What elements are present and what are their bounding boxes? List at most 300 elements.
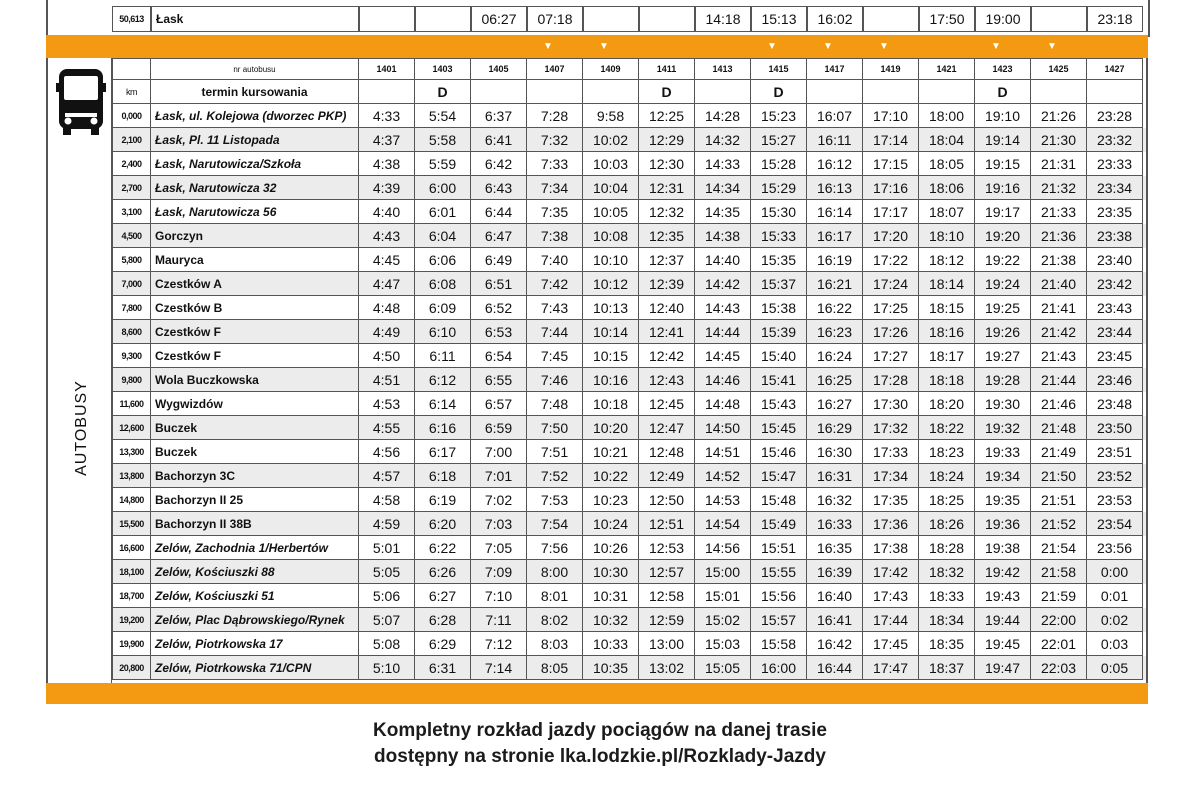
departure-time: 14:53 [695, 488, 751, 512]
departure-time: 4:56 [359, 440, 415, 464]
departure-time: 6:52 [471, 296, 527, 320]
departure-time: 15:56 [751, 584, 807, 608]
stop-km: 9,800 [112, 368, 151, 392]
departure-time: 15:23 [751, 104, 807, 128]
departure-time: 10:26 [583, 536, 639, 560]
departure-time: 22:00 [1031, 608, 1087, 632]
departure-time: 7:10 [471, 584, 527, 608]
departure-time: 19:22 [975, 248, 1031, 272]
departure-time: 6:10 [415, 320, 471, 344]
departure-time: 17:47 [863, 656, 919, 680]
departure-time: 14:45 [695, 344, 751, 368]
service-term: D [751, 80, 807, 104]
departure-time: 19:35 [975, 488, 1031, 512]
departure-time: 14:43 [695, 296, 751, 320]
departure-time: 19:27 [975, 344, 1031, 368]
departure-time: 6:59 [471, 416, 527, 440]
stop-km: 2,700 [112, 176, 151, 200]
departure-time: 21:32 [1031, 176, 1087, 200]
departure-time: 5:07 [359, 608, 415, 632]
stop-name: Łask, Narutowicza 32 [151, 176, 359, 200]
departure-time: 16:13 [807, 176, 863, 200]
stop-name: Zelów, Kościuszki 88 [151, 560, 359, 584]
departure-time: 16:32 [807, 488, 863, 512]
departure-time: 19:43 [975, 584, 1031, 608]
departure-time: 16:25 [807, 368, 863, 392]
departure-time: 6:00 [415, 176, 471, 200]
departure-time: 6:29 [415, 632, 471, 656]
departure-time: 5:54 [415, 104, 471, 128]
departure-time: 7:14 [471, 656, 527, 680]
departure-time: 14:32 [695, 128, 751, 152]
stop-km: 14,800 [112, 488, 151, 512]
departure-time: 23:45 [1087, 344, 1143, 368]
departure-time: 15:47 [751, 464, 807, 488]
departure-time: 7:46 [527, 368, 583, 392]
departure-time: 18:15 [919, 296, 975, 320]
departure-time: 17:38 [863, 536, 919, 560]
stop-km: 20,800 [112, 656, 151, 680]
departure-time: 16:12 [807, 152, 863, 176]
stop-name: Łask, Narutowicza/Szkoła [151, 152, 359, 176]
departure-time: 6:51 [471, 272, 527, 296]
departure-time: 10:10 [583, 248, 639, 272]
table-row [112, 128, 1146, 152]
departure-time: 17:43 [863, 584, 919, 608]
departure-time: 12:48 [639, 440, 695, 464]
departure-time: 21:58 [1031, 560, 1087, 584]
departure-time: 16:24 [807, 344, 863, 368]
stop-km: 19,200 [112, 608, 151, 632]
bus-number: 1405 [471, 58, 527, 80]
stop-name: Bachorzyn II 25 [151, 488, 359, 512]
departure-time: 12:25 [639, 104, 695, 128]
rail-time-cell [359, 6, 415, 32]
departure-time: 10:31 [583, 584, 639, 608]
orange-divider-top [46, 35, 1169, 58]
departure-time: 6:11 [415, 344, 471, 368]
bus-number: 1403 [415, 58, 471, 80]
departure-time: 17:27 [863, 344, 919, 368]
departure-time: 21:51 [1031, 488, 1087, 512]
table-row [112, 536, 1146, 560]
departure-time: 6:08 [415, 272, 471, 296]
departure-time: 15:46 [751, 440, 807, 464]
departure-time: 21:48 [1031, 416, 1087, 440]
departure-time: 15:49 [751, 512, 807, 536]
departure-time: 6:18 [415, 464, 471, 488]
stop-km: 15,500 [112, 512, 151, 536]
rail-time-cell: 23:18 [1087, 6, 1143, 32]
departure-time: 21:38 [1031, 248, 1087, 272]
departure-time: 18:06 [919, 176, 975, 200]
departure-time: 7:38 [527, 224, 583, 248]
service-term: D [415, 80, 471, 104]
right-frame-rule [1146, 58, 1148, 683]
departure-time: 15:38 [751, 296, 807, 320]
departure-time: 5:10 [359, 656, 415, 680]
footer-note [0, 718, 1200, 770]
departure-time: 10:23 [583, 488, 639, 512]
rail-km: 50,613 [112, 6, 151, 32]
departure-time: 4:48 [359, 296, 415, 320]
departure-time: 14:42 [695, 272, 751, 296]
table-row [112, 224, 1146, 248]
departure-time: 7:54 [527, 512, 583, 536]
departure-time: 12:31 [639, 176, 695, 200]
departure-time: 12:37 [639, 248, 695, 272]
bus-number: 1421 [919, 58, 975, 80]
departure-time: 0:01 [1087, 584, 1143, 608]
departure-time: 18:34 [919, 608, 975, 632]
stop-name: Łask, ul. Kolejowa (dworzec PKP) [151, 104, 359, 128]
stop-name: Buczek [151, 440, 359, 464]
departure-time: 7:53 [527, 488, 583, 512]
stop-km: 7,000 [112, 272, 151, 296]
departure-time: 17:36 [863, 512, 919, 536]
down-arrow-icon: ▼ [599, 41, 609, 52]
departure-time: 12:47 [639, 416, 695, 440]
footer-line-2: dostępny na stronie lka.lodzkie.pl/Rozklady-Jazdy [374, 746, 826, 767]
departure-time: 15:28 [751, 152, 807, 176]
departure-time: 19:20 [975, 224, 1031, 248]
stop-km: 0,000 [112, 104, 151, 128]
departure-time: 4:57 [359, 464, 415, 488]
stop-name: Zelów, Zachodnia 1/Herbertów [151, 536, 359, 560]
departure-time: 12:40 [639, 296, 695, 320]
departure-time: 4:43 [359, 224, 415, 248]
busno-label: nr autobusu [151, 58, 359, 80]
departure-time: 18:20 [919, 392, 975, 416]
departure-time: 6:26 [415, 560, 471, 584]
departure-time: 6:01 [415, 200, 471, 224]
stop-name: Czestków F [151, 344, 359, 368]
rail-time-cell [639, 6, 695, 32]
table-row [112, 464, 1146, 488]
stop-km: 13,800 [112, 464, 151, 488]
departure-time: 10:33 [583, 632, 639, 656]
footer-line-1: Kompletny rozkład jazdy pociągów na danej trasie [373, 720, 827, 741]
service-term [583, 80, 639, 104]
departure-time: 7:09 [471, 560, 527, 584]
stop-km: 2,400 [112, 152, 151, 176]
departure-time: 17:44 [863, 608, 919, 632]
bus-number: 1417 [807, 58, 863, 80]
departure-time: 13:02 [639, 656, 695, 680]
departure-time: 6:20 [415, 512, 471, 536]
departure-time: 23:54 [1087, 512, 1143, 536]
departure-time: 16:39 [807, 560, 863, 584]
stop-km: 12,600 [112, 416, 151, 440]
departure-time: 23:44 [1087, 320, 1143, 344]
departure-time: 15:29 [751, 176, 807, 200]
table-row [112, 440, 1146, 464]
departure-time: 15:57 [751, 608, 807, 632]
rail-time-cell [863, 6, 919, 32]
stop-name: Mauryca [151, 248, 359, 272]
departure-time: 19:26 [975, 320, 1031, 344]
table-row [112, 248, 1146, 272]
service-term [695, 80, 751, 104]
departure-time: 19:32 [975, 416, 1031, 440]
stop-name: Łask, Narutowicza 56 [151, 200, 359, 224]
departure-time: 6:41 [471, 128, 527, 152]
departure-time: 8:05 [527, 656, 583, 680]
departure-time: 16:40 [807, 584, 863, 608]
stop-km: 9,300 [112, 344, 151, 368]
rail-time-cell: 16:02 [807, 6, 863, 32]
departure-time: 17:30 [863, 392, 919, 416]
departure-time: 23:50 [1087, 416, 1143, 440]
departure-time: 12:45 [639, 392, 695, 416]
km-label: km [112, 80, 151, 104]
departure-time: 8:02 [527, 608, 583, 632]
departure-time: 17:35 [863, 488, 919, 512]
departure-time: 6:37 [471, 104, 527, 128]
departure-time: 16:11 [807, 128, 863, 152]
departure-time: 4:37 [359, 128, 415, 152]
departure-time: 15:02 [695, 608, 751, 632]
departure-time: 18:17 [919, 344, 975, 368]
bus-number: 1409 [583, 58, 639, 80]
bus-number: 1401 [359, 58, 415, 80]
departure-time: 10:24 [583, 512, 639, 536]
departure-time: 17:45 [863, 632, 919, 656]
stop-km: 13,300 [112, 440, 151, 464]
departure-time: 6:31 [415, 656, 471, 680]
rail-time-cell [1031, 6, 1087, 32]
departure-time: 6:27 [415, 584, 471, 608]
departure-time: 14:38 [695, 224, 751, 248]
departure-time: 6:47 [471, 224, 527, 248]
departure-time: 14:48 [695, 392, 751, 416]
departure-time: 7:34 [527, 176, 583, 200]
departure-time: 15:35 [751, 248, 807, 272]
service-term [527, 80, 583, 104]
departure-time: 16:31 [807, 464, 863, 488]
bus-number-header-row [112, 58, 1146, 80]
stop-km: 18,100 [112, 560, 151, 584]
stop-name: Bachorzyn 3C [151, 464, 359, 488]
departure-time: 16:14 [807, 200, 863, 224]
departure-time: 23:46 [1087, 368, 1143, 392]
departure-time: 12:51 [639, 512, 695, 536]
departure-time: 18:10 [919, 224, 975, 248]
departure-time: 13:00 [639, 632, 695, 656]
departure-time: 7:44 [527, 320, 583, 344]
service-term [807, 80, 863, 104]
departure-time: 7:35 [527, 200, 583, 224]
departure-time: 9:58 [583, 104, 639, 128]
departure-time: 23:33 [1087, 152, 1143, 176]
departure-time: 8:00 [527, 560, 583, 584]
departure-time: 4:59 [359, 512, 415, 536]
departure-time: 10:15 [583, 344, 639, 368]
departure-time: 23:35 [1087, 200, 1143, 224]
departure-time: 18:22 [919, 416, 975, 440]
rail-time-cell [415, 6, 471, 32]
down-arrow-icon: ▼ [1159, 41, 1169, 52]
departure-time: 14:35 [695, 200, 751, 224]
stop-name: Buczek [151, 416, 359, 440]
table-row [112, 416, 1146, 440]
departure-time: 16:23 [807, 320, 863, 344]
departure-time: 17:22 [863, 248, 919, 272]
departure-time: 6:53 [471, 320, 527, 344]
departure-time: 14:33 [695, 152, 751, 176]
stop-km: 2,100 [112, 128, 151, 152]
bus-section-label: AUTOBUSY [73, 380, 90, 476]
departure-time: 18:37 [919, 656, 975, 680]
departure-time: 18:12 [919, 248, 975, 272]
departure-time: 4:53 [359, 392, 415, 416]
departure-time: 5:01 [359, 536, 415, 560]
departure-time: 7:12 [471, 632, 527, 656]
departure-time: 17:17 [863, 200, 919, 224]
departure-time: 6:49 [471, 248, 527, 272]
departure-time: 17:34 [863, 464, 919, 488]
departure-time: 19:17 [975, 200, 1031, 224]
departure-time: 10:14 [583, 320, 639, 344]
departure-time: 23:38 [1087, 224, 1143, 248]
departure-time: 7:43 [527, 296, 583, 320]
departure-time: 4:39 [359, 176, 415, 200]
departure-time: 21:33 [1031, 200, 1087, 224]
down-arrow-icon: ▼ [991, 41, 1001, 52]
bus-timetable-table [112, 58, 1146, 680]
stop-km: 5,800 [112, 248, 151, 272]
bus-side-panel [46, 58, 112, 683]
departure-time: 4:47 [359, 272, 415, 296]
departure-time: 15:01 [695, 584, 751, 608]
down-arrow-icon [408, 35, 464, 58]
departure-time: 4:38 [359, 152, 415, 176]
departure-time: 10:04 [583, 176, 639, 200]
stop-km: 16,600 [112, 536, 151, 560]
table-row [112, 152, 1146, 176]
service-term [359, 80, 415, 104]
down-arrow-icon [1080, 35, 1136, 58]
departure-time: 10:20 [583, 416, 639, 440]
departure-time: 12:49 [639, 464, 695, 488]
departure-time: 12:32 [639, 200, 695, 224]
departure-time: 7:48 [527, 392, 583, 416]
departure-time: 7:01 [471, 464, 527, 488]
departure-time: 23:53 [1087, 488, 1143, 512]
departure-time: 10:02 [583, 128, 639, 152]
departure-time: 19:47 [975, 656, 1031, 680]
departure-time: 21:41 [1031, 296, 1087, 320]
departure-time: 23:28 [1087, 104, 1143, 128]
rail-time-cell [583, 6, 639, 32]
departure-time: 21:43 [1031, 344, 1087, 368]
departure-time: 14:44 [695, 320, 751, 344]
stop-name: Łask, Pl. 11 Listopada [151, 128, 359, 152]
departure-time: 15:55 [751, 560, 807, 584]
departure-time: 21:46 [1031, 392, 1087, 416]
down-arrow-icon: ▼ [1047, 41, 1057, 52]
departure-time: 14:46 [695, 368, 751, 392]
departure-time: 21:40 [1031, 272, 1087, 296]
departure-time: 16:33 [807, 512, 863, 536]
stop-name: Czestków A [151, 272, 359, 296]
rail-time-cell: 14:18 [695, 6, 751, 32]
departure-time: 18:16 [919, 320, 975, 344]
departure-time: 4:51 [359, 368, 415, 392]
rail-time-cell: 17:50 [919, 6, 975, 32]
departure-time: 7:56 [527, 536, 583, 560]
departure-time: 14:50 [695, 416, 751, 440]
rail-stop: Łask [151, 6, 359, 32]
departure-time: 10:13 [583, 296, 639, 320]
departure-time: 14:34 [695, 176, 751, 200]
bus-number: 1407 [527, 58, 583, 80]
table-row [112, 320, 1146, 344]
departure-time: 18:25 [919, 488, 975, 512]
stop-name: Zelów, Plac Dąbrowskiego/Rynek [151, 608, 359, 632]
departure-time: 21:42 [1031, 320, 1087, 344]
departure-time: 12:53 [639, 536, 695, 560]
departure-time: 5:58 [415, 128, 471, 152]
stop-name: Zelów, Kościuszki 51 [151, 584, 359, 608]
departure-time: 6:19 [415, 488, 471, 512]
stop-km: 4,500 [112, 224, 151, 248]
departure-time: 15:03 [695, 632, 751, 656]
departure-time: 14:54 [695, 512, 751, 536]
departure-time: 4:49 [359, 320, 415, 344]
departure-time: 19:15 [975, 152, 1031, 176]
departure-time: 10:32 [583, 608, 639, 632]
table-row [112, 296, 1146, 320]
table-row [112, 176, 1146, 200]
departure-time: 5:05 [359, 560, 415, 584]
table-row [112, 584, 1146, 608]
departure-time: 14:51 [695, 440, 751, 464]
departure-time: 23:42 [1087, 272, 1143, 296]
departure-time: 19:10 [975, 104, 1031, 128]
down-arrow-icon: ▼ [823, 41, 833, 52]
departure-time: 19:30 [975, 392, 1031, 416]
departure-time: 18:26 [919, 512, 975, 536]
departure-time: 22:01 [1031, 632, 1087, 656]
departure-time: 18:04 [919, 128, 975, 152]
departure-time: 0:00 [1087, 560, 1143, 584]
service-term: D [639, 80, 695, 104]
stop-name: Zelów, Piotrkowska 71/CPN [151, 656, 359, 680]
departure-time: 15:43 [751, 392, 807, 416]
departure-time: 6:16 [415, 416, 471, 440]
departure-time: 19:28 [975, 368, 1031, 392]
departure-time: 21:44 [1031, 368, 1087, 392]
departure-time: 18:05 [919, 152, 975, 176]
bus-number: 1427 [1087, 58, 1143, 80]
departure-time: 14:28 [695, 104, 751, 128]
down-arrow-icon [912, 35, 968, 58]
departure-time: 6:06 [415, 248, 471, 272]
down-arrow-icon [464, 35, 520, 58]
departure-time: 8:01 [527, 584, 583, 608]
departure-time: 12:29 [639, 128, 695, 152]
departure-time: 17:42 [863, 560, 919, 584]
departure-time: 18:35 [919, 632, 975, 656]
bus-icon [56, 67, 106, 137]
departure-time: 17:24 [863, 272, 919, 296]
departure-time: 21:54 [1031, 536, 1087, 560]
departure-time: 23:32 [1087, 128, 1143, 152]
departure-time: 12:30 [639, 152, 695, 176]
departure-time: 6:55 [471, 368, 527, 392]
departure-time: 16:30 [807, 440, 863, 464]
